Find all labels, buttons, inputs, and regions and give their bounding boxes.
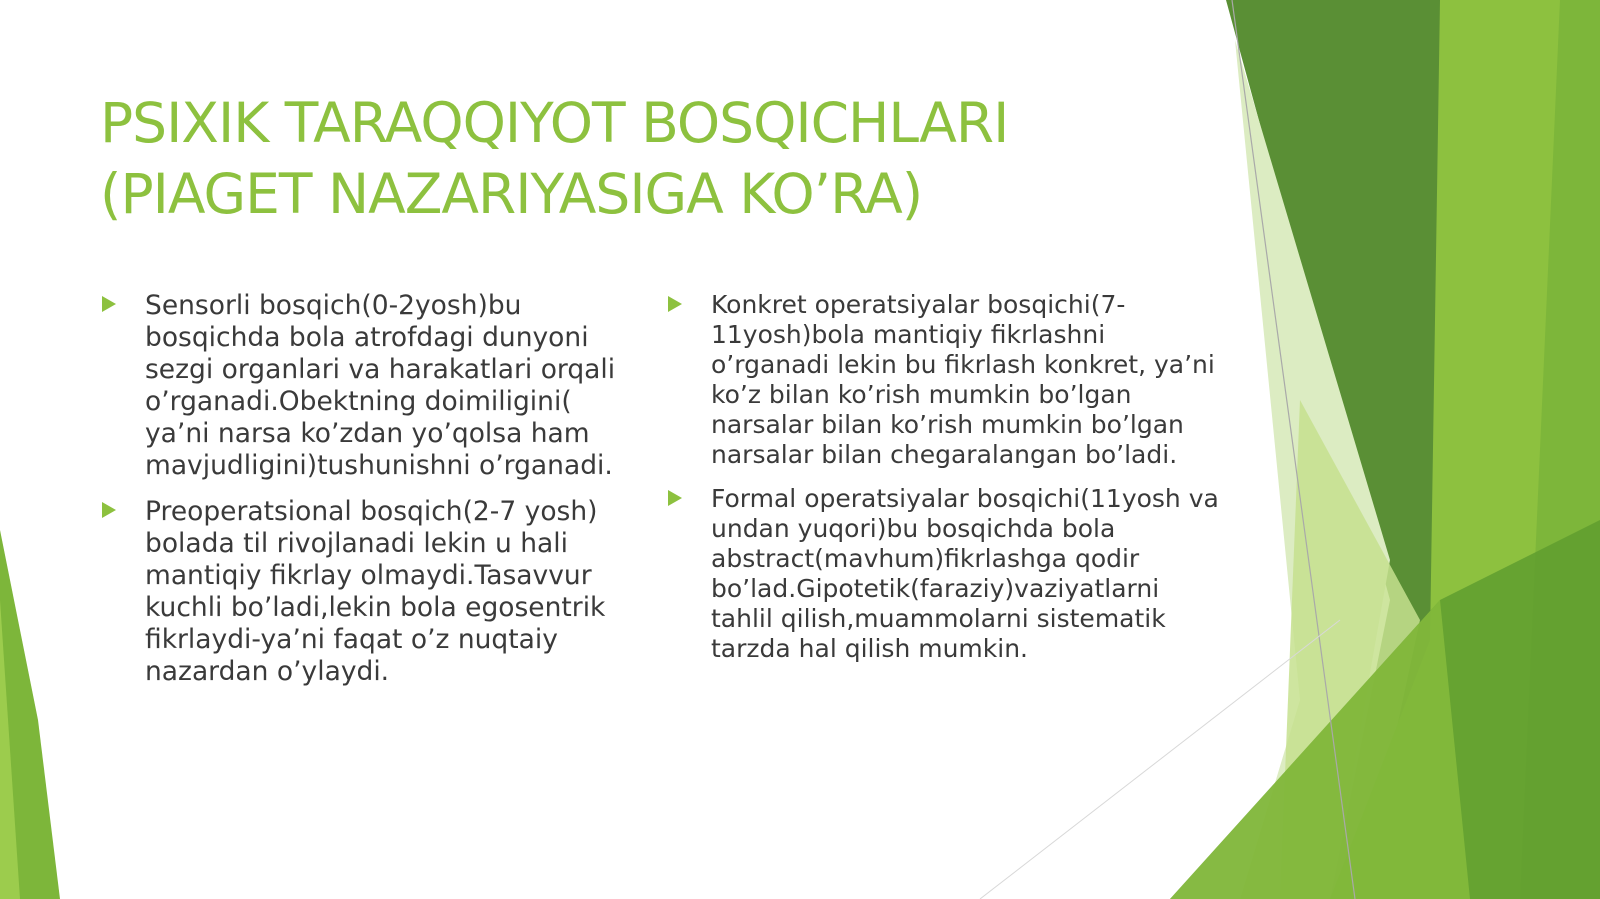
left-bullet-list <box>102 290 632 702</box>
list-item <box>668 290 1228 470</box>
bullet-text: Konkret operatsiyalar bosqichi(7-11yosh)bola mantiqiy fikrlashni o’rganadi lekin bu fikrlash konkret, ya’ni ko’z bilan ko’rish mumkin bo’lgan narsalar bilan ko’rish mumkin bo’lgan narsalar bilan chegaralangan bo’ladi. <box>711 290 1215 469</box>
bullet-text: Preoperatsional bosqich(2-7 yosh) bolada til rivojlanadi lekin u hali mantiqiy fikrlay olmaydi.Tasavvur kuchli bo’ladi,lekin bola egosentrik fikrlaydi-ya’ni faqat o’z nuqtaiy nazardan o’ylaydi. <box>145 496 606 687</box>
right-bullet-list <box>668 290 1228 678</box>
triangle-right-icon <box>668 490 682 506</box>
slide-title-line-2: (PIAGET NAZARIYASIGA KO’RA) <box>100 162 923 226</box>
bullet-text: Formal operatsiyalar bosqichi(11yosh va undan yuqori)bu bosqichda bola abstract(mavhum)fikrlashga qodir bo’lad.Gipotetik(faraziy)vaziyatlarni tahlil qilish,muammolarni sistematik tarzda hal qilish mumkin. <box>711 484 1219 663</box>
triangle-right-icon <box>102 502 116 518</box>
triangle-right-icon <box>102 296 116 312</box>
slide-title-line-1: PSIXIK TARAQQIYOT BOSQICHLARI <box>100 91 1009 155</box>
bullet-text: Sensorli bosqich(0-2yosh)bu bosqichda bola atrofdagi dunyoni sezgi organlari va harakatlari orqali o’rganadi.Obektning doimiligini( ya’ni narsa ko’zdan yo’qolsa ham mavjudligini)tushunishni o’rganadi. <box>145 290 616 481</box>
list-item <box>102 496 632 688</box>
triangle-right-icon <box>668 296 682 312</box>
list-item <box>102 290 632 482</box>
slide-title <box>100 88 1220 230</box>
list-item <box>668 484 1228 664</box>
